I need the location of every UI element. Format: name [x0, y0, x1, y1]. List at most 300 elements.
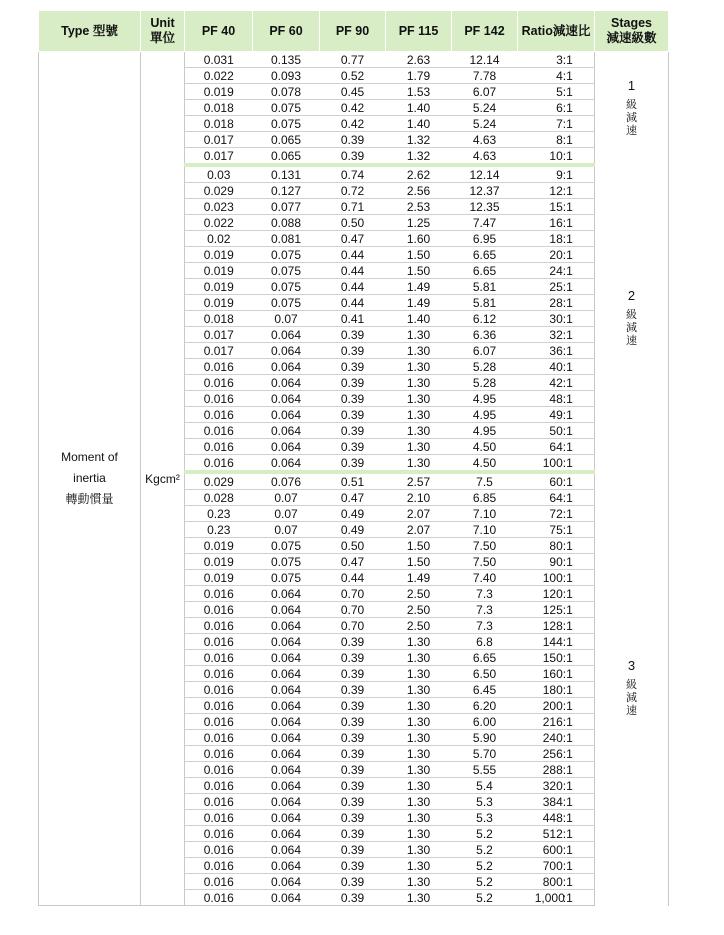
value-cell: 0.064: [253, 586, 320, 602]
ratio-value: 7: [556, 116, 563, 131]
ratio-value: 100: [542, 455, 563, 470]
value-cell: 0.016: [185, 794, 253, 810]
value-cell: 1.40: [386, 116, 452, 132]
value-cell: 5.2: [452, 826, 518, 842]
stage-label-char: 級: [626, 309, 637, 321]
ratio-suffix: :1: [562, 842, 573, 857]
value-cell: 0.44: [320, 247, 386, 263]
value-cell: 0.39: [320, 698, 386, 714]
value-cell: 0.41: [320, 311, 386, 327]
value-cell: 1.30: [386, 714, 452, 730]
value-cell: 0.017: [185, 148, 253, 166]
value-cell: 0.03: [185, 165, 253, 183]
ratio-cell: [518, 650, 595, 666]
value-cell: 5.4: [452, 778, 518, 794]
value-cell: 0.39: [320, 375, 386, 391]
value-cell: 0.42: [320, 100, 386, 116]
ratio-suffix: :1: [562, 439, 573, 454]
value-cell: 7.50: [452, 554, 518, 570]
value-cell: 0.019: [185, 554, 253, 570]
ratio-value: 125: [542, 602, 563, 617]
value-cell: 2.50: [386, 602, 452, 618]
value-cell: 6.00: [452, 714, 518, 730]
value-cell: 1.30: [386, 327, 452, 343]
value-cell: 6.12: [452, 311, 518, 327]
value-cell: 0.019: [185, 295, 253, 311]
ratio-cell: [518, 407, 595, 423]
value-cell: 0.064: [253, 327, 320, 343]
ratio-cell: [518, 327, 595, 343]
value-cell: 0.70: [320, 618, 386, 634]
value-cell: 6.65: [452, 263, 518, 279]
value-cell: 7.78: [452, 68, 518, 84]
value-cell: 0.019: [185, 247, 253, 263]
value-cell: 0.47: [320, 231, 386, 247]
header-stages: [595, 11, 669, 52]
ratio-suffix: :1: [562, 343, 573, 358]
value-cell: 2.62: [386, 165, 452, 183]
ratio-value: 10: [549, 148, 563, 163]
value-cell: 0.50: [320, 538, 386, 554]
ratio-cell: [518, 874, 595, 890]
value-cell: 0.075: [253, 538, 320, 554]
ratio-cell: [518, 231, 595, 247]
value-cell: 2.63: [386, 52, 452, 68]
ratio-value: 4: [556, 68, 563, 83]
value-cell: 0.39: [320, 762, 386, 778]
value-cell: 1.30: [386, 439, 452, 455]
value-cell: 0.064: [253, 730, 320, 746]
value-cell: 0.39: [320, 810, 386, 826]
ratio-cell: [518, 423, 595, 439]
ratio-value: 144: [542, 634, 563, 649]
ratio-value: 240: [542, 730, 563, 745]
ratio-cell: [518, 506, 595, 522]
value-cell: 0.016: [185, 778, 253, 794]
ratio-cell: [518, 132, 595, 148]
ratio-suffix: :1: [562, 554, 573, 569]
ratio-cell: [518, 68, 595, 84]
value-cell: 2.50: [386, 618, 452, 634]
ratio-cell: [518, 100, 595, 116]
value-cell: 0.019: [185, 263, 253, 279]
value-cell: 0.23: [185, 506, 253, 522]
value-cell: 0.064: [253, 666, 320, 682]
parameter-cell: [39, 52, 141, 906]
ratio-suffix: :1: [562, 359, 573, 374]
value-cell: 1.30: [386, 794, 452, 810]
ratio-suffix: :1: [562, 391, 573, 406]
ratio-suffix: :1: [562, 215, 573, 230]
ratio-suffix: :1: [562, 52, 573, 67]
ratio-cell: [518, 602, 595, 618]
ratio-value: 100: [542, 570, 563, 585]
ratio-suffix: :1: [562, 311, 573, 326]
ratio-value: 42: [549, 375, 563, 390]
value-cell: 0.47: [320, 554, 386, 570]
ratio-suffix: :1: [562, 618, 573, 633]
value-cell: 0.075: [253, 279, 320, 295]
value-cell: 0.07: [253, 522, 320, 538]
value-cell: 1.30: [386, 407, 452, 423]
value-cell: 0.49: [320, 506, 386, 522]
parameter-label: inertia: [73, 471, 106, 485]
value-cell: 6.20: [452, 698, 518, 714]
value-cell: 4.63: [452, 148, 518, 166]
value-cell: 0.51: [320, 472, 386, 490]
ratio-cell: [518, 247, 595, 263]
value-cell: 0.47: [320, 490, 386, 506]
value-cell: 0.44: [320, 295, 386, 311]
ratio-value: 49: [549, 407, 563, 422]
value-cell: 0.39: [320, 132, 386, 148]
value-cell: 0.065: [253, 132, 320, 148]
value-cell: 5.2: [452, 874, 518, 890]
ratio-cell: [518, 148, 595, 166]
value-cell: 0.018: [185, 311, 253, 327]
value-cell: 0.016: [185, 407, 253, 423]
value-cell: 7.3: [452, 602, 518, 618]
value-cell: 1.30: [386, 826, 452, 842]
ratio-suffix: :1: [562, 890, 573, 905]
value-cell: 2.07: [386, 522, 452, 538]
ratio-suffix: :1: [562, 132, 573, 147]
ratio-suffix: :1: [562, 116, 573, 131]
value-cell: 0.49: [320, 522, 386, 538]
value-cell: 12.37: [452, 183, 518, 199]
table-row: [39, 52, 669, 68]
ratio-value: 12: [549, 183, 563, 198]
ratio-value: 448: [542, 810, 563, 825]
value-cell: 1.30: [386, 842, 452, 858]
stage-label-char: 減: [626, 112, 637, 124]
value-cell: 1.40: [386, 311, 452, 327]
value-cell: 2.50: [386, 586, 452, 602]
ratio-suffix: :1: [562, 506, 573, 521]
value-cell: 5.28: [452, 375, 518, 391]
value-cell: 0.078: [253, 84, 320, 100]
ratio-value: 28: [549, 295, 563, 310]
ratio-value: 50: [549, 423, 563, 438]
value-cell: 0.77: [320, 52, 386, 68]
value-cell: 1.30: [386, 682, 452, 698]
ratio-value: 60: [549, 474, 563, 489]
ratio-value: 30: [549, 311, 563, 326]
ratio-suffix: :1: [562, 231, 573, 246]
ratio-value: 36: [549, 343, 563, 358]
value-cell: 0.075: [253, 295, 320, 311]
value-cell: 4.63: [452, 132, 518, 148]
value-cell: 0.50: [320, 215, 386, 231]
value-cell: 12.14: [452, 52, 518, 68]
header-stages-en: Stages: [611, 16, 652, 30]
value-cell: 0.39: [320, 407, 386, 423]
value-cell: 0.064: [253, 714, 320, 730]
value-cell: 1.25: [386, 215, 452, 231]
value-cell: 1.30: [386, 730, 452, 746]
value-cell: 0.017: [185, 327, 253, 343]
value-cell: 0.023: [185, 199, 253, 215]
value-cell: 5.55: [452, 762, 518, 778]
ratio-value: 800: [542, 874, 563, 889]
value-cell: 0.07: [253, 506, 320, 522]
value-cell: 6.95: [452, 231, 518, 247]
value-cell: 12.35: [452, 199, 518, 215]
ratio-value: 128: [542, 618, 563, 633]
ratio-value: 64: [549, 490, 563, 505]
header-type: Type 型號: [39, 11, 141, 52]
value-cell: 0.019: [185, 279, 253, 295]
value-cell: 0.064: [253, 343, 320, 359]
value-cell: 5.24: [452, 116, 518, 132]
value-cell: 0.44: [320, 263, 386, 279]
ratio-value: 20: [549, 247, 563, 262]
ratio-cell: [518, 538, 595, 554]
value-cell: 5.24: [452, 100, 518, 116]
ratio-cell: [518, 586, 595, 602]
ratio-value: 256: [542, 746, 563, 761]
header-unit-zh: 單位: [149, 31, 175, 45]
ratio-value: 216: [542, 714, 563, 729]
value-cell: 1.30: [386, 359, 452, 375]
ratio-suffix: :1: [562, 778, 573, 793]
value-cell: 0.016: [185, 618, 253, 634]
ratio-value: 6: [556, 100, 563, 115]
value-cell: 2.56: [386, 183, 452, 199]
value-cell: 1.30: [386, 343, 452, 359]
ratio-suffix: :1: [562, 84, 573, 99]
value-cell: 0.064: [253, 618, 320, 634]
ratio-value: 48: [549, 391, 563, 406]
value-cell: 5.3: [452, 810, 518, 826]
ratio-suffix: :1: [562, 247, 573, 262]
value-cell: 0.065: [253, 148, 320, 166]
parameter-label: Moment of: [61, 450, 118, 464]
value-cell: 0.016: [185, 810, 253, 826]
value-cell: 2.07: [386, 506, 452, 522]
ratio-cell: [518, 730, 595, 746]
ratio-suffix: :1: [562, 570, 573, 585]
ratio-cell: [518, 165, 595, 183]
value-cell: 1.30: [386, 634, 452, 650]
value-cell: 7.50: [452, 538, 518, 554]
value-cell: 6.65: [452, 247, 518, 263]
value-cell: 1.30: [386, 666, 452, 682]
value-cell: 0.52: [320, 68, 386, 84]
value-cell: 0.07: [253, 490, 320, 506]
ratio-suffix: :1: [562, 263, 573, 278]
ratio-suffix: :1: [562, 794, 573, 809]
ratio-value: 160: [542, 666, 563, 681]
value-cell: 0.016: [185, 890, 253, 906]
value-cell: 5.81: [452, 279, 518, 295]
value-cell: 0.064: [253, 698, 320, 714]
value-cell: 1.50: [386, 554, 452, 570]
stage-number: 3: [627, 658, 636, 674]
value-cell: 6.07: [452, 343, 518, 359]
value-cell: 0.016: [185, 423, 253, 439]
value-cell: 0.064: [253, 874, 320, 890]
value-cell: 0.064: [253, 375, 320, 391]
moment-of-inertia-table: [38, 10, 668, 906]
value-cell: 1.40: [386, 100, 452, 116]
value-cell: 0.064: [253, 890, 320, 906]
ratio-suffix: :1: [562, 602, 573, 617]
value-cell: 5.2: [452, 858, 518, 874]
ratio-suffix: :1: [562, 714, 573, 729]
value-cell: 7.47: [452, 215, 518, 231]
value-cell: 0.39: [320, 455, 386, 473]
value-cell: 5.90: [452, 730, 518, 746]
value-cell: 0.064: [253, 778, 320, 794]
value-cell: 0.064: [253, 650, 320, 666]
ratio-suffix: :1: [562, 375, 573, 390]
ratio-value: 384: [542, 794, 563, 809]
value-cell: 0.081: [253, 231, 320, 247]
value-cell: 5.2: [452, 842, 518, 858]
value-cell: 0.39: [320, 746, 386, 762]
value-cell: 0.39: [320, 327, 386, 343]
ratio-cell: [518, 762, 595, 778]
ratio-suffix: :1: [562, 407, 573, 422]
ratio-cell: [518, 215, 595, 231]
ratio-suffix: :1: [562, 522, 573, 537]
ratio-cell: [518, 183, 595, 199]
ratio-value: 180: [542, 682, 563, 697]
value-cell: 0.23: [185, 522, 253, 538]
value-cell: 7.40: [452, 570, 518, 586]
value-cell: 2.10: [386, 490, 452, 506]
value-cell: 0.39: [320, 343, 386, 359]
value-cell: 0.39: [320, 682, 386, 698]
header-unit-en: Unit: [150, 16, 175, 30]
value-cell: 0.019: [185, 570, 253, 586]
value-cell: 0.131: [253, 165, 320, 183]
value-cell: 0.39: [320, 423, 386, 439]
value-cell: 0.093: [253, 68, 320, 84]
value-cell: 6.45: [452, 682, 518, 698]
value-cell: 1.30: [386, 391, 452, 407]
ratio-suffix: :1: [562, 167, 573, 182]
value-cell: 0.077: [253, 199, 320, 215]
ratio-value: 32: [549, 327, 563, 342]
value-cell: 0.39: [320, 826, 386, 842]
stage-number: 1: [627, 78, 636, 93]
ratio-cell: [518, 618, 595, 634]
ratio-value: 16: [549, 215, 563, 230]
value-cell: 5.28: [452, 359, 518, 375]
value-cell: 0.064: [253, 439, 320, 455]
ratio-suffix: :1: [562, 810, 573, 825]
value-cell: 4.95: [452, 407, 518, 423]
value-cell: 5.2: [452, 890, 518, 906]
ratio-cell: [518, 858, 595, 874]
ratio-value: 150: [542, 650, 563, 665]
ratio-value: 18: [549, 231, 563, 246]
value-cell: 2.53: [386, 199, 452, 215]
value-cell: 0.39: [320, 439, 386, 455]
value-cell: 0.016: [185, 698, 253, 714]
ratio-cell: [518, 842, 595, 858]
stage-cell: [595, 472, 669, 906]
value-cell: 0.44: [320, 570, 386, 586]
value-cell: 1.60: [386, 231, 452, 247]
value-cell: 0.029: [185, 183, 253, 199]
value-cell: 0.029: [185, 472, 253, 490]
value-cell: 2.57: [386, 472, 452, 490]
value-cell: 0.42: [320, 116, 386, 132]
value-cell: 4.50: [452, 455, 518, 473]
value-cell: 1.30: [386, 858, 452, 874]
ratio-cell: [518, 570, 595, 586]
value-cell: 0.016: [185, 826, 253, 842]
header-model-pf90: PF 90: [320, 11, 386, 52]
value-cell: 0.064: [253, 762, 320, 778]
ratio-suffix: :1: [562, 650, 573, 665]
value-cell: 0.064: [253, 810, 320, 826]
value-cell: 0.064: [253, 682, 320, 698]
value-cell: 0.031: [185, 52, 253, 68]
value-cell: 0.45: [320, 84, 386, 100]
stage-number: 2: [627, 288, 636, 303]
ratio-suffix: :1: [562, 295, 573, 310]
ratio-value: 512: [542, 826, 563, 841]
value-cell: 7.3: [452, 618, 518, 634]
ratio-cell: [518, 199, 595, 215]
ratio-value: 8: [556, 132, 563, 147]
ratio-cell: [518, 794, 595, 810]
value-cell: 0.019: [185, 538, 253, 554]
ratio-suffix: :1: [562, 666, 573, 681]
stage-label-char: 級: [626, 679, 637, 692]
value-cell: 0.39: [320, 148, 386, 166]
ratio-value: 90: [549, 554, 563, 569]
value-cell: 1.53: [386, 84, 452, 100]
value-cell: 6.8: [452, 634, 518, 650]
value-cell: 5.70: [452, 746, 518, 762]
value-cell: 0.135: [253, 52, 320, 68]
value-cell: 0.018: [185, 100, 253, 116]
ratio-value: 24: [549, 263, 563, 278]
value-cell: 0.075: [253, 100, 320, 116]
ratio-cell: [518, 263, 595, 279]
stage-label-char: 速: [626, 335, 637, 347]
ratio-cell: [518, 682, 595, 698]
ratio-cell: [518, 714, 595, 730]
value-cell: 1.30: [386, 762, 452, 778]
value-cell: 0.075: [253, 116, 320, 132]
ratio-cell: [518, 666, 595, 682]
ratio-value: 5: [556, 84, 563, 99]
value-cell: 0.064: [253, 634, 320, 650]
stage-cell: [595, 165, 669, 472]
value-cell: 0.39: [320, 391, 386, 407]
value-cell: 1.50: [386, 538, 452, 554]
ratio-cell: [518, 311, 595, 327]
value-cell: 0.016: [185, 842, 253, 858]
value-cell: 0.39: [320, 842, 386, 858]
ratio-value: 72: [549, 506, 563, 521]
ratio-suffix: :1: [562, 455, 573, 470]
ratio-suffix: :1: [562, 538, 573, 553]
stage-label-char: 級: [626, 99, 637, 111]
value-cell: 1.32: [386, 132, 452, 148]
ratio-suffix: :1: [562, 327, 573, 342]
value-cell: 1.30: [386, 423, 452, 439]
header-model-pf115: PF 115: [386, 11, 452, 52]
value-cell: 0.075: [253, 554, 320, 570]
ratio-cell: [518, 359, 595, 375]
